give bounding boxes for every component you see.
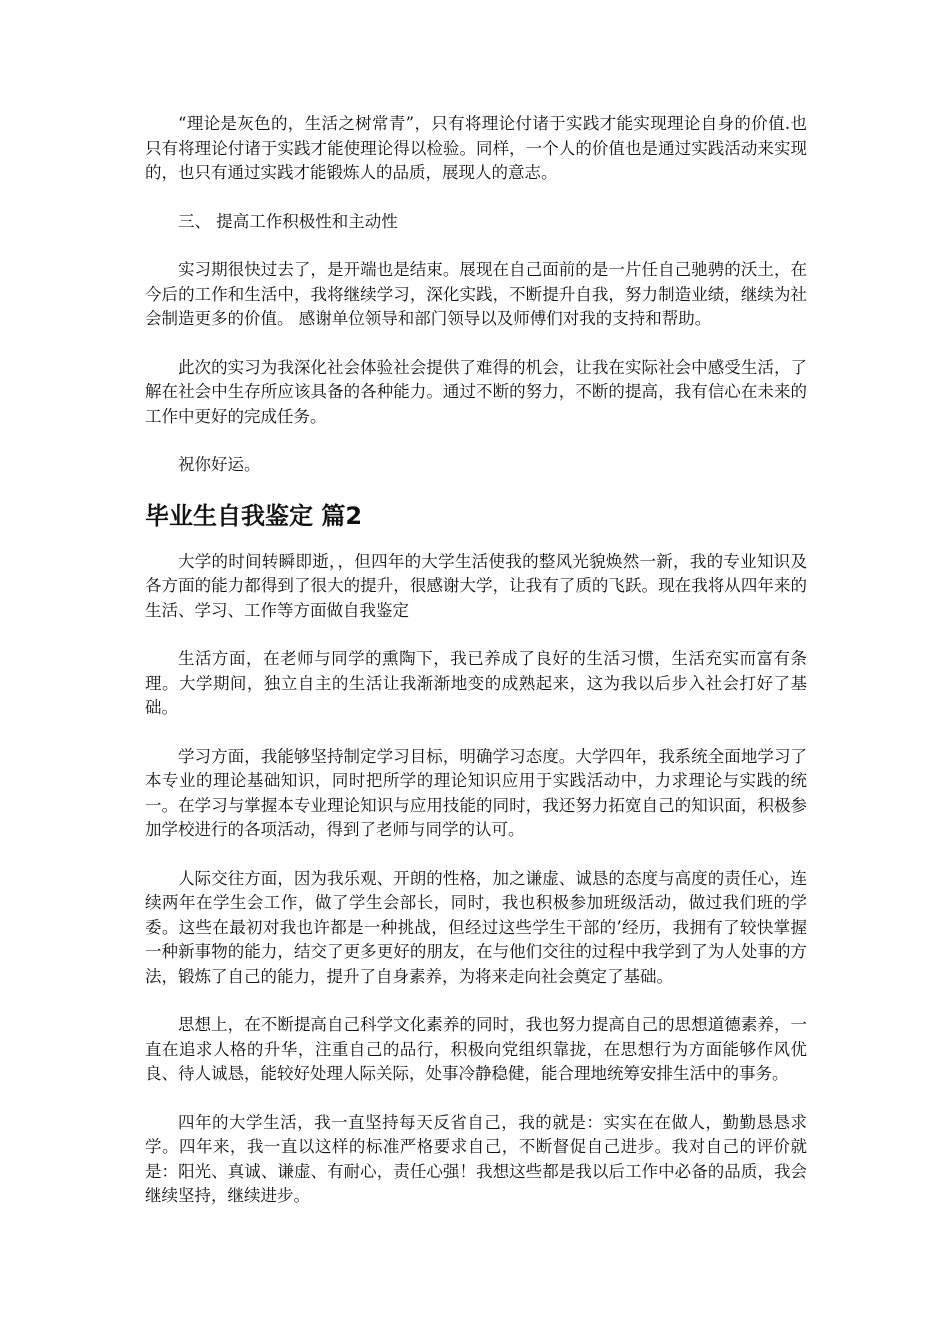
section-title-three: 三、 提高工作积极性和主动性 — [178, 211, 398, 231]
paragraph-thought-aspect: 思想上，在不断提高自己科学文化素养的同时，我也努力提高自己的思想道德素养，一直在追求人格的升华，注重自己的品行，积极向党组织靠拢，在思想行为方面能够作风优良、待人诚恳，能较好处理人际关际，处事冷静稳健，能合理地统筹安排生活中的事务。 — [145, 1015, 807, 1083]
paragraph-theory-practice: “理论是灰色的，生活之树常青”，只有将理论付诸于实践才能实现理论自身的价值.也只有将理论付诸于实践才能使理论得以检验。同样，一个人的价值也是通过实践活动来实现的，也只有通过实践才能锻炼人的品质，展现人的意志。 — [145, 114, 807, 182]
paragraph-social-aspect: 人际交往方面，因为我乐观、开朗的性格，加之谦虚、诚恳的态度与高度的责任心，连续两年在学生会工作，做了学生会部长，同时，我也积极参加班级活动，做过我们班的学委。这些在最初对我也许都是一种挑战，但经过这些学生干部的’经历，我拥有了较快掌握一种新事物的能力，结交了更多更好的朋友，在与他们交往的过程中我学到了为人处事的方法，锻炼了自己的能力，提升了自身素养，为将来走向社会奠定了基础。 — [145, 868, 807, 986]
paragraph-self-evaluation: 四年的大学生活，我一直坚持每天反省自己，我的就是：实实在在做人，勤勤恳恳求学。四年来，我一直以这样的标准严格要求自己，不断督促自己进步。我对自己的评价就是：阳光、真诚、谦虚、有耐心，责任心强！我想这些都是我以后工作中必备的品质，我会继续坚持，继续进步。 — [145, 1112, 807, 1205]
document-page — [145, 112, 807, 1209]
paragraph-good-luck: 祝你好运。 — [178, 455, 261, 474]
paragraph-internship-end: 实习期很快过去了，是开端也是结束。展现在自己面前的是一片任自己驰骋的沃土，在今后的工作和生活中，我将继续学习，深化实践，不断提升自我，努力制造业绩，继续为社会制造更多的价值。 感谢单位领导和部门领导以及师傅们对我的支持和帮助。 — [145, 260, 807, 328]
section-heading-part2: 毕业生自我鉴定 篇2 — [145, 501, 363, 530]
paragraph-life-aspect: 生活方面，在老师与同学的熏陶下，我已养成了良好的生活习惯，生活充实而富有条理。大学期间，独立自主的生活让我渐渐地变的成熟起来，这为我以后步入社会打好了基础。 — [145, 649, 807, 717]
paragraph-internship-opportunity: 此次的实习为我深化社会体验社会提供了难得的机会，让我在实际社会中感受生活，了解在社会中生存所应该具备的各种能力。通过不断的努力，不断的提高，我有信心在未来的工作中更好的完成任务。 — [145, 357, 807, 426]
paragraph-study-aspect: 学习方面，我能够坚持制定学习目标，明确学习态度。大学四年，我系统全面地学习了本专业的理论基础知识，同时把所学的理论知识应用于实践活动中，力求理论与实践的统一。在学习与掌握本专业理论知识与应用技能的同时，我还努力拓宽自己的知识面，积极参加学校进行的各项活动，得到了老师与同学的认可。 — [145, 746, 807, 839]
paragraph-university-intro: 大学的时间转瞬即逝，，但四年的大学生活使我的整风光貌焕然一新，我的专业知识及各方面的能力都得到了很大的提升，很感谢大学，让我有了质的飞跃。现在我将从四年来的生活、学习、工作等方面做自我鉴定 — [145, 551, 807, 620]
